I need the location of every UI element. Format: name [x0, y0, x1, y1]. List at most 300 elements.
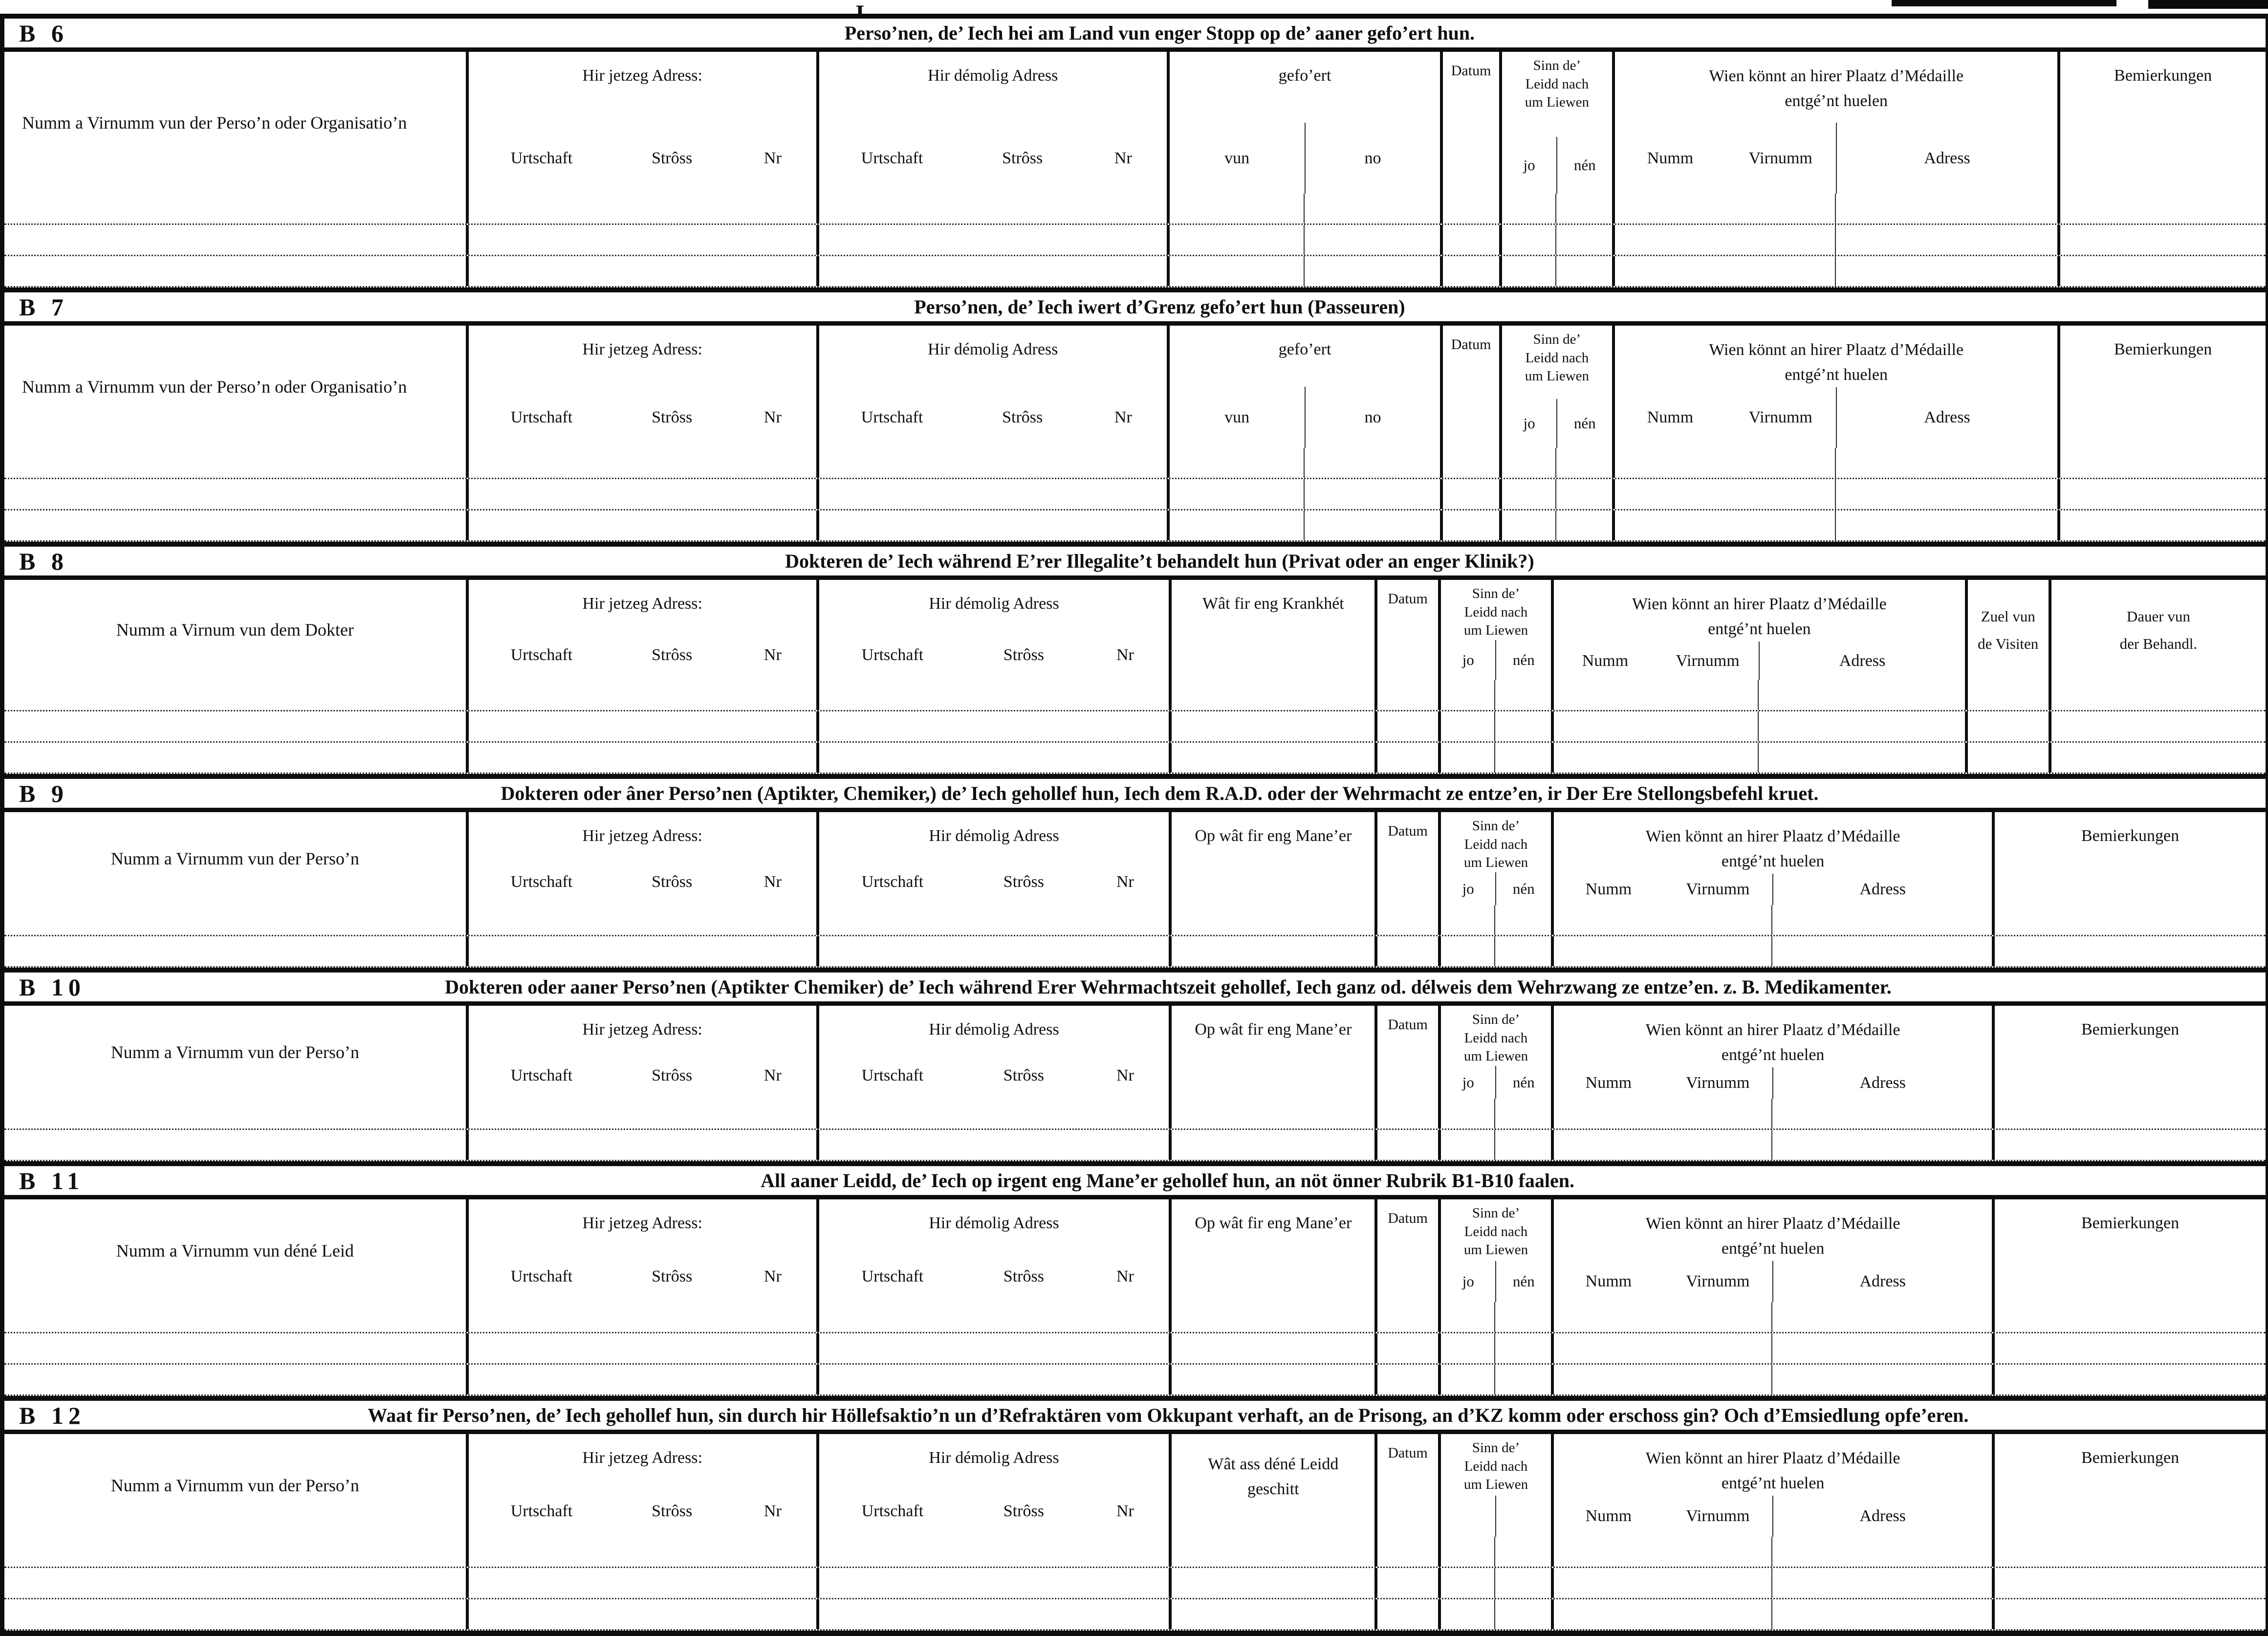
row-cell	[4, 1333, 466, 1363]
subheader-adress: Adress	[1759, 641, 1964, 680]
subheader-numm: Numm	[1585, 880, 1632, 898]
section-b9-rows	[4, 905, 2266, 968]
row-cell	[1438, 1302, 1495, 1332]
subheader-jo: jo	[1462, 880, 1474, 897]
subheader-nen: nén	[1495, 872, 1551, 905]
subheader-virnumm: Virnumm	[1686, 1272, 1750, 1290]
section-id: B 8	[19, 547, 68, 575]
row-cell	[4, 680, 466, 710]
col-header-former-address	[816, 580, 1169, 680]
subheader-stross: Strôss	[652, 872, 693, 891]
row-cell	[1499, 510, 1556, 540]
col-header-date	[1374, 1199, 1438, 1302]
row-cell	[816, 1099, 1169, 1128]
row-cell	[4, 743, 466, 773]
subheader-stross: Strôss	[652, 1267, 693, 1285]
row-cell	[1494, 711, 1551, 741]
row-cell	[4, 448, 466, 478]
col-header-date	[1374, 1434, 1438, 1537]
row-cell	[1494, 680, 1551, 710]
row-cell	[466, 1568, 816, 1598]
subheader-stross: Strôss	[652, 408, 693, 426]
subheader-jo: jo	[1462, 651, 1474, 669]
subheader-stross: Strôss	[1003, 1066, 1044, 1084]
col-header-still-alive	[1438, 1434, 1551, 1537]
row-cell	[1612, 194, 1835, 223]
row-cell	[1835, 448, 2058, 478]
still-alive-subheaders	[1441, 1066, 1551, 1099]
col-header-remarks	[1992, 1199, 2266, 1302]
row-cell	[466, 905, 816, 935]
table-row	[4, 1099, 2266, 1130]
row-cell	[1992, 1099, 2266, 1128]
row-cell	[2057, 448, 2266, 478]
remarks-label: Bemierkungen	[2081, 1214, 2180, 1232]
subheader-urtschaft: Urtschaft	[861, 645, 924, 664]
medal-recipient-subheaders	[1615, 123, 2057, 194]
row-cell	[1374, 1568, 1438, 1598]
date-label: Datum	[1388, 1445, 1428, 1461]
subheader-nr: Nr	[1116, 1066, 1134, 1084]
row-cell	[2049, 711, 2266, 741]
row-cell	[466, 1365, 816, 1394]
section-b7	[4, 287, 2266, 542]
row-cell	[1169, 1568, 1374, 1598]
subheader-urtschaft: Urtschaft	[510, 1066, 573, 1084]
col-header-remarks	[2057, 52, 2266, 194]
table-row	[4, 1302, 2266, 1333]
section-id: B 12	[19, 1401, 86, 1429]
row-cell	[1494, 1302, 1551, 1332]
subheader-urtschaft: Urtschaft	[861, 149, 923, 167]
medal-recipient-subheaders	[1554, 874, 1992, 905]
col-header-name	[4, 1199, 466, 1302]
row-cell	[1612, 479, 1835, 509]
row-cell	[1438, 1099, 1495, 1128]
manner-label: Op wât fir eng Mane’er	[1195, 827, 1352, 845]
row-cell	[1771, 1099, 1992, 1128]
row-cell	[2049, 680, 2266, 710]
medal-recipient-label: Wien könnt an hirer Plaatz d’Médaille entgé’nt huelen	[1645, 1021, 1900, 1064]
transported-label: gefo’ert	[1278, 66, 1331, 85]
row-cell	[466, 479, 816, 509]
still-alive-label: Sinn de’ Leidd nach um Liewen	[1463, 1012, 1528, 1064]
row-cell	[1771, 1302, 1992, 1332]
subheader-urtschaft: Urtschaft	[510, 645, 573, 664]
col-header-former-address	[816, 1434, 1169, 1537]
col-header-remarks	[2057, 326, 2266, 448]
row-cell	[1835, 256, 2058, 286]
row-cell	[2057, 256, 2266, 286]
col-header-date	[1374, 812, 1438, 905]
row-cell	[1771, 936, 1992, 966]
subheader-nr: Nr	[1114, 149, 1132, 167]
row-cell	[1169, 1365, 1374, 1394]
row-cell	[816, 479, 1167, 509]
col-header-transported	[1167, 52, 1440, 194]
col-header-medal-recipient	[1612, 326, 2057, 448]
still-alive-subheaders	[1441, 640, 1551, 680]
col-header-medal-recipient	[1551, 1434, 1992, 1537]
row-cell	[1167, 194, 1304, 223]
row-cell	[1758, 711, 1964, 741]
row-cell	[1551, 743, 1758, 773]
section-b7-column-headers	[4, 326, 2266, 448]
former-address-label: Hir démolig Adress	[929, 1020, 1059, 1039]
col-header-manner	[1169, 1006, 1374, 1099]
former-address-label: Hir démolig Adress	[928, 66, 1058, 85]
date-label: Datum	[1388, 1017, 1428, 1033]
table-row	[4, 256, 2266, 287]
row-cell	[816, 936, 1169, 966]
row-cell	[816, 1333, 1169, 1363]
row-cell	[466, 1302, 816, 1332]
col-header-medal-recipient	[1551, 1006, 1992, 1099]
row-cell	[1169, 680, 1374, 710]
row-cell	[1438, 711, 1495, 741]
section-b10-rows	[4, 1099, 2266, 1161]
section-b10-column-headers	[4, 1006, 2266, 1099]
row-cell	[1304, 510, 1440, 540]
row-cell	[1835, 479, 2058, 509]
row-cell	[1167, 225, 1304, 255]
row-cell	[1612, 225, 1835, 255]
current-address-label: Hir jetzeg Adress:	[582, 340, 702, 358]
table-row	[4, 1365, 2266, 1396]
transported-label: gefo’ert	[1278, 340, 1331, 358]
col-header-treatment-duration	[2049, 580, 2266, 680]
row-cell	[1551, 1130, 1771, 1160]
row-cell	[1992, 1537, 2266, 1567]
row-cell	[1440, 194, 1499, 223]
col-header-medal-recipient	[1551, 812, 1992, 905]
remarks-label: Bemierkungen	[2114, 340, 2212, 358]
row-cell	[816, 743, 1169, 773]
subheader-stross: Strôss	[652, 1066, 693, 1084]
col-header-current-address	[466, 1434, 816, 1537]
col-header-transported	[1167, 326, 1440, 448]
section-b8-rows	[4, 680, 2266, 774]
address-subheaders	[469, 630, 816, 681]
row-cell	[1438, 1333, 1495, 1363]
col-header-name	[4, 812, 466, 905]
row-cell	[1499, 256, 1556, 286]
col-header-date	[1440, 326, 1499, 448]
subheader-urtschaft: Urtschaft	[861, 408, 923, 426]
current-address-label: Hir jetzeg Adress:	[582, 1020, 702, 1039]
row-cell	[1494, 1537, 1551, 1567]
row-cell	[1555, 448, 1612, 478]
name-column-label: Numm a Virnum vun dem Dokter	[116, 620, 354, 640]
table-row	[4, 1130, 2266, 1161]
col-header-current-address	[466, 52, 816, 194]
row-cell	[1169, 1099, 1374, 1128]
row-cell	[2057, 479, 2266, 509]
row-cell	[1612, 510, 1835, 540]
still-alive-subheaders	[1441, 1496, 1551, 1537]
row-cell	[466, 711, 816, 741]
section-b10-band	[4, 968, 2266, 1006]
section-b9-column-headers	[4, 812, 2266, 905]
row-cell	[816, 1568, 1169, 1598]
row-cell	[1771, 1537, 1992, 1567]
row-cell	[1438, 743, 1495, 773]
row-cell	[1169, 743, 1374, 773]
remarks-label: Bemierkungen	[2081, 1449, 2180, 1467]
section-b6-column-headers	[4, 52, 2266, 194]
subheader-urtschaft: Urtschaft	[861, 872, 924, 891]
section-b12-rows	[4, 1537, 2266, 1636]
address-subheaders	[819, 630, 1169, 681]
subheader-stross: Strôss	[1003, 1267, 1044, 1285]
row-cell	[816, 1365, 1169, 1394]
questionnaire-form	[0, 14, 2268, 1636]
address-subheaders	[819, 123, 1167, 194]
section-b11-band	[4, 1161, 2266, 1199]
row-cell	[4, 1568, 466, 1598]
row-cell	[1169, 1302, 1374, 1332]
row-cell	[1499, 479, 1556, 509]
row-cell	[466, 1537, 816, 1567]
subheader-virnumm: Virnumm	[1686, 1074, 1750, 1092]
row-cell	[1992, 905, 2266, 935]
current-address-label: Hir jetzeg Adress:	[582, 595, 702, 613]
still-alive-label: Sinn de’ Leidd nach um Liewen	[1463, 1440, 1528, 1493]
row-cell	[1169, 711, 1374, 741]
row-cell	[4, 194, 466, 223]
col-header-name	[4, 326, 466, 448]
subheader-nen: nén	[1556, 399, 1612, 448]
still-alive-subheaders	[1502, 137, 1612, 194]
col-header-former-address	[816, 1199, 1169, 1302]
section-b12-band	[4, 1396, 2266, 1434]
section-b12	[4, 1396, 2266, 1636]
section-b10	[4, 968, 2266, 1161]
row-cell	[816, 225, 1167, 255]
row-cell	[1992, 1568, 2266, 1598]
row-cell	[1555, 479, 1612, 509]
subheader-vun: vun	[1224, 408, 1250, 426]
former-address-label: Hir démolig Adress	[929, 827, 1059, 845]
col-header-name	[4, 1434, 466, 1537]
table-row	[4, 225, 2266, 256]
row-cell	[1494, 905, 1551, 935]
address-subheaders	[469, 1251, 816, 1302]
subheader-nr: Nr	[763, 149, 782, 167]
subheader-virnumm: Virnumm	[1686, 1507, 1750, 1525]
name-column-label: Numm a Virnumm vun der Perso’n	[110, 1475, 359, 1495]
table-row	[4, 1568, 2266, 1599]
col-header-manner	[1169, 812, 1374, 905]
transported-subheaders	[1170, 387, 1440, 448]
table-row	[4, 905, 2266, 936]
row-cell	[1169, 905, 1374, 935]
medal-recipient-subheaders	[1554, 1496, 1992, 1537]
row-cell	[2049, 743, 2266, 773]
row-cell	[1965, 711, 2049, 741]
row-cell	[4, 1365, 466, 1394]
section-title: Perso’nen, de’ Iech hei am Land vun enger Stopp op de’ aaner gefo’ert hun.	[844, 22, 1475, 44]
row-cell	[1551, 1568, 1771, 1598]
subheader-nr: Nr	[1116, 872, 1134, 891]
section-b6-rows	[4, 194, 2266, 287]
remarks-label: Bemierkungen	[2081, 827, 2180, 845]
scan-artifact-bar	[2148, 0, 2268, 9]
subheader-numm: Numm	[1585, 1272, 1632, 1290]
manner-label: Op wât fir eng Mane’er	[1195, 1214, 1352, 1232]
row-cell	[466, 743, 816, 773]
medal-recipient-subheaders	[1554, 1067, 1992, 1099]
row-cell	[816, 680, 1169, 710]
subheader-nen: nén	[1495, 640, 1551, 680]
row-cell	[1440, 256, 1499, 286]
row-cell	[1374, 711, 1438, 741]
row-cell	[1499, 194, 1556, 223]
row-cell	[1438, 680, 1495, 710]
address-subheaders	[819, 1485, 1169, 1537]
subheader-nr: Nr	[1116, 645, 1134, 664]
medal-recipient-label: Wien könnt an hirer Plaatz d’Médaille entgé’nt huelen	[1632, 595, 1887, 638]
col-header-remarks	[1992, 812, 2266, 905]
table-row	[4, 743, 2266, 774]
row-cell	[4, 711, 466, 741]
section-b7-rows	[4, 448, 2266, 542]
address-subheaders	[819, 1251, 1169, 1302]
row-cell	[1555, 194, 1612, 223]
medal-recipient-label: Wien könnt an hirer Plaatz d’Médaille entgé’nt huelen	[1645, 1449, 1900, 1492]
col-header-medal-recipient	[1551, 580, 1965, 680]
row-cell	[1304, 256, 1440, 286]
subheader-blank	[1441, 1496, 1496, 1537]
section-b7-band	[4, 287, 2266, 326]
address-subheaders	[819, 387, 1167, 448]
scan-artifact-bar	[1892, 0, 2116, 6]
row-cell	[4, 905, 466, 935]
section-b11-rows	[4, 1302, 2266, 1396]
address-subheaders	[819, 1052, 1169, 1099]
row-cell	[466, 256, 816, 286]
medal-recipient-subheaders	[1554, 1261, 1992, 1302]
subheader-urtschaft: Urtschaft	[510, 872, 573, 891]
subheader-adress: Adress	[1836, 387, 2058, 448]
date-label: Datum	[1388, 1210, 1428, 1226]
col-header-current-address	[466, 1199, 816, 1302]
col-header-current-address	[466, 326, 816, 448]
row-cell	[1551, 905, 1771, 935]
subheader-nr: Nr	[763, 1267, 782, 1285]
row-cell	[466, 680, 816, 710]
subheader-urtschaft: Urtschaft	[861, 1502, 924, 1520]
subheader-numm: Numm	[1647, 149, 1694, 167]
subheader-nr: Nr	[1116, 1267, 1134, 1285]
col-header-date	[1440, 52, 1499, 194]
subheader-jo: jo	[1462, 1273, 1474, 1290]
row-cell	[1555, 256, 1612, 286]
table-row	[4, 1599, 2266, 1631]
section-b8-band	[4, 542, 2266, 580]
still-alive-subheaders	[1441, 1261, 1551, 1302]
subheader-nr: Nr	[763, 1066, 782, 1084]
row-cell	[1374, 905, 1438, 935]
address-subheaders	[469, 123, 816, 194]
col-header-remarks	[1992, 1434, 2266, 1537]
subheader-nr: Nr	[763, 408, 782, 426]
row-cell	[816, 256, 1167, 286]
row-cell	[1612, 256, 1835, 286]
subheader-adress: Adress	[1772, 874, 1992, 905]
subheader-stross: Strôss	[1002, 408, 1043, 426]
section-title: Waat fir Perso’nen, de’ Iech gehollef hun, sin durch hir Höllefsaktio’n un d’Refraktären vom Okkupant verhaft, an de Prisong, an d’KZ komm oder erschoss gin? Och d’Emsiedlung opfe’eren.	[368, 1404, 1969, 1426]
illness-label: Wât fir eng Krankhét	[1202, 595, 1344, 613]
subheader-nen: nén	[1556, 137, 1612, 194]
subheader-blank	[1495, 1496, 1551, 1537]
address-subheaders	[469, 859, 816, 905]
row-cell	[1494, 1568, 1551, 1598]
still-alive-label: Sinn de’ Leidd nach um Liewen	[1525, 332, 1590, 384]
row-cell	[1494, 1099, 1551, 1128]
visit-count-label: Zuel vun de Visiten	[1978, 607, 2039, 652]
section-id: B 9	[19, 779, 68, 807]
subheader-stross: Strôss	[1003, 872, 1044, 891]
row-cell	[1551, 1537, 1771, 1567]
subheader-nen: nén	[1495, 1261, 1551, 1302]
row-cell	[1494, 936, 1551, 966]
row-cell	[1771, 905, 1992, 935]
row-cell	[4, 225, 466, 255]
row-cell	[1440, 510, 1499, 540]
row-cell	[1440, 479, 1499, 509]
row-cell	[1551, 1333, 1771, 1363]
name-column-label: Numm a Virnumm vun déné Leid	[116, 1240, 354, 1260]
row-cell	[1551, 1365, 1771, 1394]
row-cell	[1167, 256, 1304, 286]
date-label: Datum	[1388, 591, 1428, 607]
row-cell	[1374, 680, 1438, 710]
row-cell	[1555, 510, 1612, 540]
section-title: All aaner Leidd, de’ Iech op irgent eng Mane’er gehollef hun, an nöt önner Rubrik B1-B10 faalen.	[761, 1170, 1574, 1192]
row-cell	[466, 225, 816, 255]
subheader-urtschaft: Urtschaft	[510, 149, 573, 167]
row-cell	[4, 479, 466, 509]
still-alive-subheaders	[1441, 872, 1551, 905]
section-b8	[4, 542, 2266, 774]
medal-recipient-subheaders	[1615, 387, 2057, 448]
row-cell	[1835, 225, 2058, 255]
current-address-label: Hir jetzeg Adress:	[582, 1449, 702, 1467]
table-row	[4, 1333, 2266, 1365]
row-cell	[1167, 479, 1304, 509]
still-alive-label: Sinn de’ Leidd nach um Liewen	[1525, 58, 1590, 111]
row-cell	[1374, 1130, 1438, 1160]
subheader-stross: Strôss	[1003, 645, 1044, 664]
row-cell	[1304, 448, 1440, 478]
col-header-medal-recipient	[1612, 52, 2057, 194]
col-header-name	[4, 580, 466, 680]
row-cell	[1438, 1537, 1495, 1567]
subheader-urtschaft: Urtschaft	[861, 1267, 924, 1285]
row-cell	[1304, 194, 1440, 223]
subheader-nr: Nr	[1114, 408, 1132, 426]
medal-recipient-label: Wien könnt an hirer Plaatz d’Médaille entgé’nt huelen	[1709, 67, 1964, 110]
address-subheaders	[469, 1485, 816, 1537]
row-cell	[1304, 225, 1440, 255]
row-cell	[466, 448, 816, 478]
section-b9-band	[4, 774, 2266, 812]
table-row	[4, 479, 2266, 510]
row-cell	[816, 1537, 1169, 1567]
row-cell	[816, 1130, 1169, 1160]
row-cell	[466, 936, 816, 966]
